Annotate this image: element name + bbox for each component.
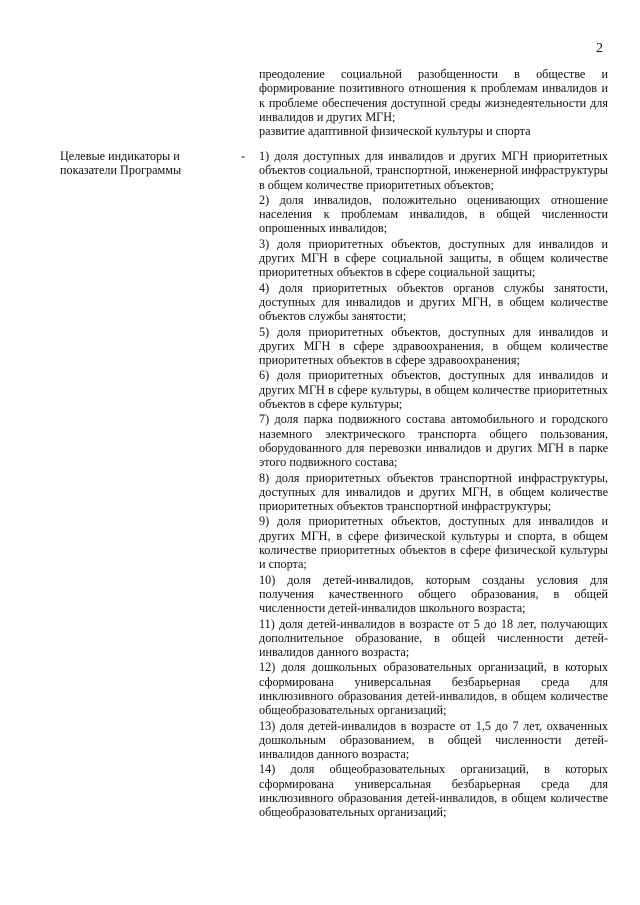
indicator-item: 12) доля дошкольных образовательных организаций, в которых сформирована универсальная безбарьерная среда для инклюзивного образования детей-инвалидов, в общем количестве общеобразовательных организаций; bbox=[259, 660, 608, 718]
page-number: 2 bbox=[596, 41, 603, 56]
intro-paragraph: развитие адаптивной физической культуры и спорта bbox=[259, 124, 531, 139]
indicator-item: 5) доля приоритетных объектов, доступных для инвалидов и других МГН в сфере здравоохранения, в общем количестве приоритетных объектов в сфере здравоохранения; bbox=[259, 324, 608, 368]
section-label: Целевые индикаторы и показатели Программы bbox=[60, 149, 182, 178]
indicator-item: 6) доля приоритетных объектов, доступных для инвалидов и других МГН в сфере культуры, в общем количестве приоритетных объектов в сфере культуры; bbox=[259, 368, 608, 412]
indicator-item: 3) доля приоритетных объектов, доступных для инвалидов и других МГН в сфере социальной защиты, в общем количестве приоритетных объектов в сфере социальной защиты; bbox=[259, 236, 608, 280]
indicator-item: 1) доля доступных для инвалидов и других МГН приоритетных объектов социальной, транспортной, инженерной инфраструктуры в общем количестве приоритетных объектов; bbox=[259, 149, 608, 192]
indicator-item: 8) доля приоритетных объектов транспортной инфраструктуры, доступных для инвалидов и других МГН, в общем количестве приоритетных объектов транспортной инфраструктуры; bbox=[259, 470, 608, 514]
indicator-item: 4) доля приоритетных объектов органов службы занятости, доступных для инвалидов и других МГН, в общем количестве объектов службы занятости; bbox=[259, 280, 608, 324]
label-dash: - bbox=[241, 149, 246, 163]
indicator-item: 2) доля инвалидов, положительно оценивающих отношение населения к проблемам инвалидов, в общей численности опрошенных инвалидов; bbox=[259, 192, 608, 236]
indicators-list bbox=[259, 149, 608, 821]
intro-paragraph: преодоление социальной разобщенности в обществе и формирование позитивного отношения к проблемам инвалидов и к проблеме обеспечения доступной среды жизнедеятельности для инвалидов и других МГН; bbox=[259, 67, 608, 124]
indicator-item: 7) доля парка подвижного состава автомобильного и городского наземного электрического транспорта общего пользования, оборудованного для перевозки инвалидов и других МГН в парке этого подвижного состава; bbox=[259, 412, 608, 470]
indicator-item: 11) доля детей-инвалидов в возрасте от 5 до 18 лет, получающих дополнительное образование, в общей численности детей-инвалидов данного возраста; bbox=[259, 616, 608, 660]
indicator-item: 10) доля детей-инвалидов, которым созданы условия для получения качественного общего образования, в общей численности детей-инвалидов школьного возраста; bbox=[259, 572, 608, 616]
indicator-item: 9) доля приоритетных объектов, доступных для инвалидов и других МГН, в сфере физической культуры и спорта, в общем количестве приоритетных объектов в сфере физической культуры и спорта; bbox=[259, 514, 608, 572]
indicator-item: 14) доля общеобразовательных организаций, в которых сформирована универсальная безбарьерная среда для инклюзивного образования детей-инвалидов, в общем количестве общеобразовательных организаций; bbox=[259, 762, 608, 820]
intro-text-block bbox=[259, 67, 608, 138]
indicator-item: 13) доля детей-инвалидов в возрасте от 1,5 до 7 лет, охваченных дошкольным образованием, в общей численности детей-инвалидов данного возраста; bbox=[259, 718, 608, 762]
